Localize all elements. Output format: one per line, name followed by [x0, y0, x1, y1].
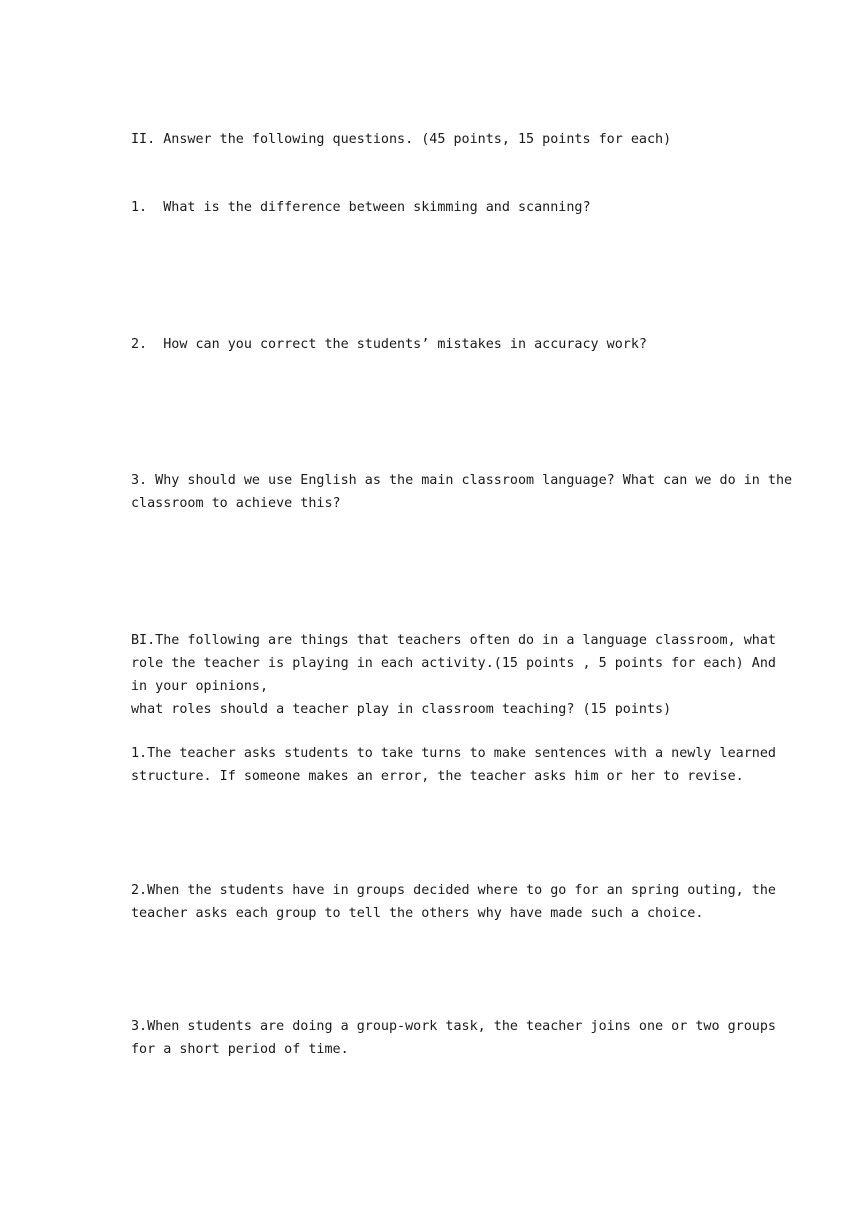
section-2-heading: II. Answer the following questions. (45 points, 15 points for each): [131, 132, 672, 147]
activity-2-line: teacher asks each group to tell the others why have made such a choice.: [131, 906, 704, 921]
activity-3-line: 3.When students are doing a group-work task, the teacher joins one or two groups: [131, 1019, 776, 1034]
question-3-line: 3. Why should we use English as the main classroom language? What can we do in the: [131, 473, 793, 488]
activity-1-line: structure. If someone makes an error, the teacher asks him or her to revise.: [131, 769, 744, 784]
activity-3-line: for a short period of time.: [131, 1042, 349, 1057]
question-3-line: classroom to achieve this?: [131, 496, 341, 511]
activity-2: [131, 879, 776, 925]
question-3: [131, 469, 793, 515]
section-3-heading-line: BI.The following are things that teachers often do in a language classroom, what: [131, 633, 776, 648]
activity-1: [131, 742, 776, 788]
section-3-heading-line: what roles should a teacher play in classroom teaching? (15 points): [131, 702, 672, 717]
question-1: 1. What is the difference between skimming and scanning?: [131, 200, 591, 215]
section-3-heading-line: in your opinions,: [131, 679, 269, 694]
section-3-heading: [131, 629, 776, 721]
section-3-heading-line: role the teacher is playing in each activity.(15 points , 5 points for each) And: [131, 656, 776, 671]
question-2: 2. How can you correct the students’ mistakes in accuracy work?: [131, 337, 647, 352]
activity-2-line: 2.When the students have in groups decided where to go for an spring outing, the: [131, 883, 776, 898]
activity-1-line: 1.The teacher asks students to take turns to make sentences with a newly learned: [131, 746, 776, 761]
activity-3: [131, 1015, 776, 1061]
